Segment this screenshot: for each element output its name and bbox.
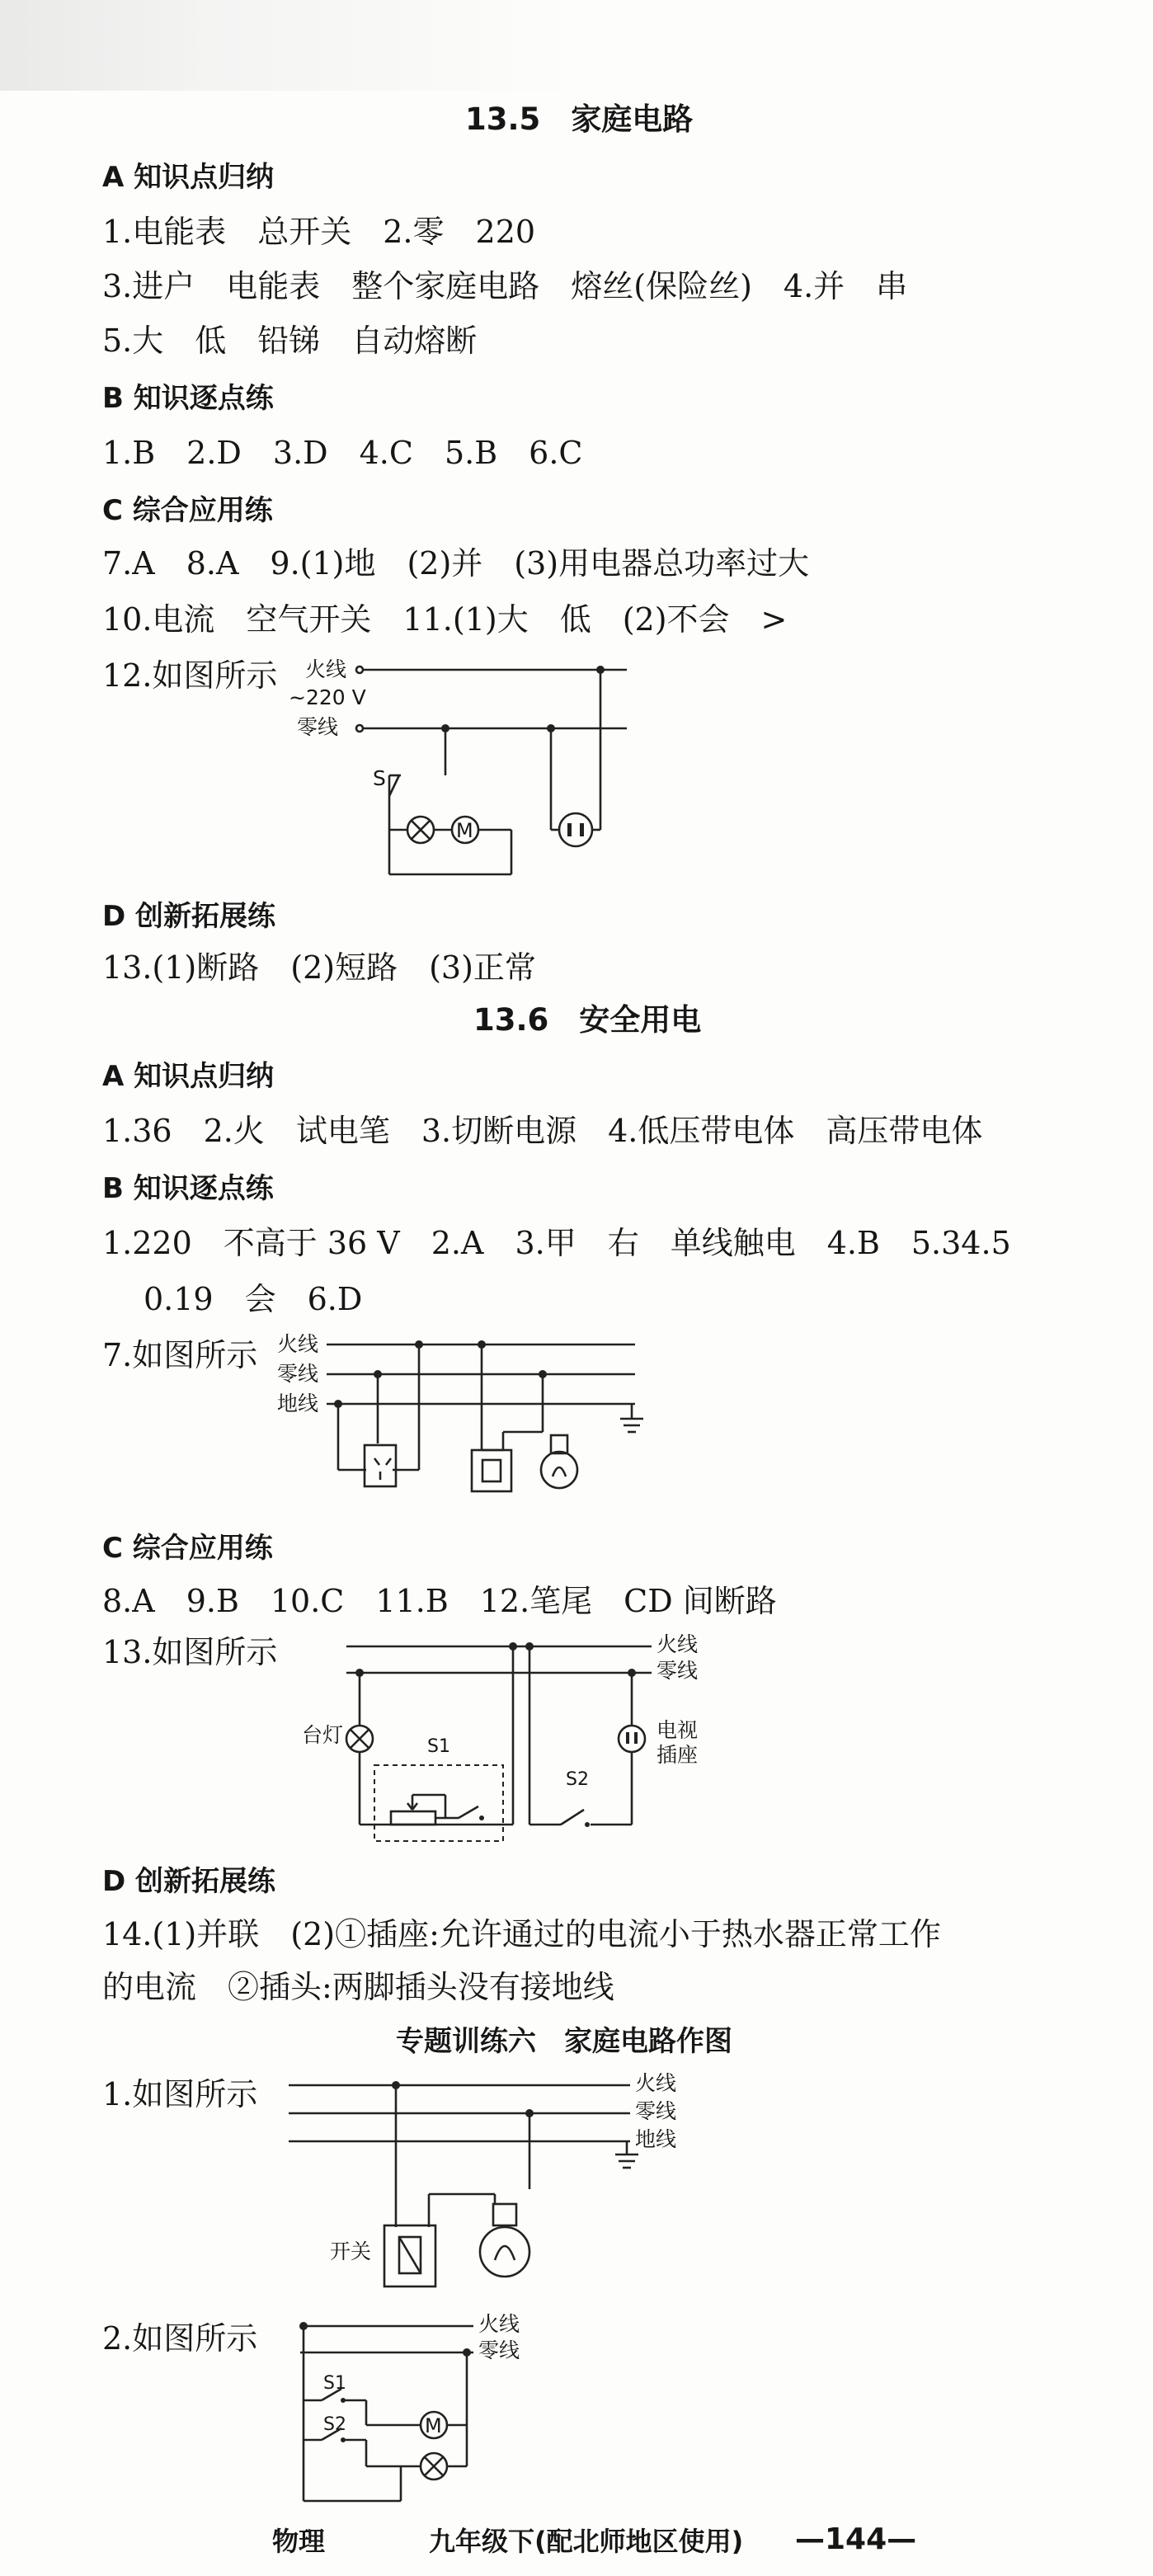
fig1-switch <box>384 2225 435 2286</box>
page-number: —144— <box>795 2522 917 2556</box>
desk-lamp-label: 台灯 <box>302 1723 344 1747</box>
answer-line: 14.(1)并联 (2)①插座:允许通过的电流小于热水器正常工作 <box>102 1916 941 1952</box>
switch-label: 开关 <box>330 2239 372 2263</box>
neutral-wire-label: 零线 <box>478 2338 520 2362</box>
fig12-wires <box>356 666 627 874</box>
footer-subject: 物理 <box>272 2526 326 2557</box>
heading-d: D 创新拓展练 <box>102 900 276 933</box>
s1-label: S1 <box>323 2373 346 2394</box>
fig13-desk-lamp <box>346 1726 373 1752</box>
section-title-13-6: 13.6 安全用电 <box>473 1002 702 1038</box>
answer-line: 7.A 8.A 9.(1)地 (2)并 (3)用电器总功率过大 <box>102 545 810 582</box>
motor-symbol: M <box>425 2414 442 2437</box>
neutral-wire-label: 零线 <box>277 1362 319 1386</box>
ground-wire-label: 地线 <box>635 2127 677 2151</box>
switch-label: S <box>373 766 386 790</box>
fig7-bulb <box>541 1435 577 1488</box>
heading-c: C 综合应用练 <box>102 494 273 527</box>
section-title-13-5: 13.5 家庭电路 <box>465 101 694 137</box>
fig2-wires <box>299 2322 473 2501</box>
answer-line: 3.进户 电能表 整个家庭电路 熔丝(保险丝) 4.并 串 <box>102 268 908 304</box>
question-1-label: 1.如图所示 <box>102 2076 258 2112</box>
heading-b: B 知识逐点练 <box>102 1172 274 1205</box>
fig2-lamp <box>421 2453 447 2479</box>
s1-label: S1 <box>427 1736 450 1757</box>
answer-line: 0.19 会 6.D <box>144 1281 363 1317</box>
live-wire-label: 火线 <box>277 1332 319 1356</box>
question-12-label: 12.如图所示 <box>102 657 278 694</box>
live-wire-label: 火线 <box>635 2071 677 2095</box>
fig12-socket <box>559 813 592 846</box>
answer-line: 的电流 ②插头:两脚插头没有接地线 <box>102 1969 614 2005</box>
fig1-wires <box>289 2081 638 2227</box>
fig13-wires <box>346 1642 652 1825</box>
heading-a: A 知识点归纳 <box>102 1060 275 1093</box>
answer-line: 1.B 2.D 3.D 4.C 5.B 6.C <box>102 435 583 471</box>
answer-line: 10.电流 空气开关 11.(1)大 低 (2)不会 > <box>102 601 788 638</box>
question-13-label: 13.如图所示 <box>102 1634 278 1670</box>
fig13-switch-s2 <box>561 1810 590 1827</box>
answer-line: 1.220 不高于 36 V 2.A 3.甲 右 单线触电 4.B 5.34.5 <box>102 1225 1011 1261</box>
fig12-lamp <box>407 817 434 843</box>
socket-label: 插座 <box>657 1743 699 1767</box>
voltage-label: ~220 V <box>289 685 366 709</box>
neutral-wire-label: 零线 <box>297 715 339 739</box>
answer-line: 8.A 9.B 10.C 11.B 12.笔尾 CD 间断路 <box>102 1583 777 1619</box>
answer-line: 13.(1)断路 (2)短路 (3)正常 <box>102 949 536 986</box>
heading-b: B 知识逐点练 <box>102 382 274 415</box>
fig13-dimmer-box <box>374 1765 503 1841</box>
motor-symbol: M <box>456 819 473 842</box>
fig12-switch <box>389 775 399 796</box>
footer-grade: 九年级下(配北师地区使用) <box>429 2526 744 2557</box>
fig7-socket <box>365 1445 396 1486</box>
fig1-bulb <box>480 2204 529 2277</box>
section-title-training-6: 专题训练六 家庭电路作图 <box>396 2025 732 2058</box>
heading-c: C 综合应用练 <box>102 1532 273 1565</box>
answer-line: 5.大 低 铅锑 自动熔断 <box>102 323 478 359</box>
heading-a: A 知识点归纳 <box>102 161 275 194</box>
neutral-wire-label: 零线 <box>635 2099 677 2123</box>
s2-label: S2 <box>323 2414 346 2435</box>
heading-d: D 创新拓展练 <box>102 1865 276 1898</box>
fig13-tv-socket <box>619 1726 645 1752</box>
ground-wire-label: 地线 <box>277 1392 319 1415</box>
live-wire-label: 火线 <box>478 2312 520 2336</box>
neutral-wire-label: 零线 <box>657 1659 699 1683</box>
live-wire-label: 火线 <box>305 657 347 681</box>
live-wire-label: 火线 <box>657 1632 699 1656</box>
answer-line: 1.电能表 总开关 2.零 220 <box>102 214 536 250</box>
s2-label: S2 <box>566 1769 589 1790</box>
question-7-label: 7.如图所示 <box>102 1337 258 1373</box>
answer-line: 1.36 2.火 试电笔 3.切断电源 4.低压带电体 高压带电体 <box>102 1113 983 1149</box>
question-2-label: 2.如图所示 <box>102 2320 258 2357</box>
scan-smudge <box>0 0 577 91</box>
tv-label: 电视 <box>657 1718 699 1742</box>
fig7-switch <box>472 1450 511 1491</box>
fig7-wires <box>327 1340 643 1470</box>
